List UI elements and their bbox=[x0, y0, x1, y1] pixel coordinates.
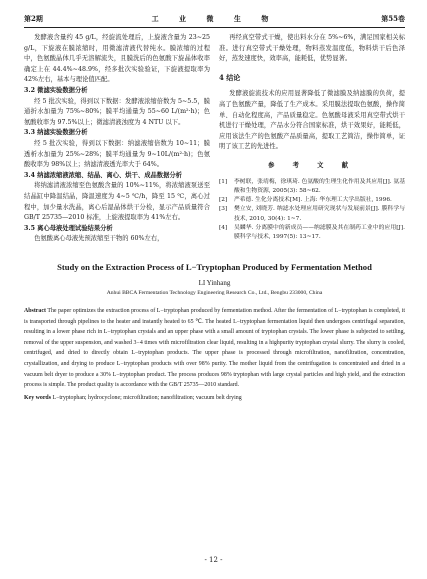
header-rule bbox=[24, 27, 405, 28]
conclusion-title: 4 结论 bbox=[219, 72, 241, 82]
section-3-2-title: 3.2 微滤实验数据分析 bbox=[24, 86, 88, 94]
right-column bbox=[219, 33, 405, 243]
intro-paragraph: 发酵液含量约 45 g/L，经旋流处理后，上旋液含量为 23~25 g/L，下旋液在膜浓缩时，用微滤清液代替纯水。膜浓缩的过程中，色氨酸晶体几乎无溶解流失，且膜洗后的色氨酸下旋晶体收率确定上在 44.4%~48.9%，经多批次实验验证，下旋液提取率为 42%左右，基本与理论值匹配。 bbox=[24, 34, 210, 84]
conclusion-text: 发酵液旋流技术的应用显著降低了微滤膜及纳滤膜的负荷，提高了色氨酸产量，降低了生产成本。采用膜法提取色氨酸，操作简单、自动化程度高，产品质量稳定。色氨酸母液采用真空带式烘干机进行干燥处理，产品水分符合国家标准，烘干效果好，能耗低，应用该法生产的色氨酸产品质量高，提取工艺简洁，操作简单，证明了该工艺的先进性。 bbox=[219, 90, 405, 151]
english-title: Study on the Extraction Process of L−Tryptophan Produced by Fermentation Method bbox=[57, 262, 372, 272]
keywords-label: Key words bbox=[24, 394, 51, 401]
section-3-4-text: 将纳滤清液浓缩至色氨酸含量的 10%~11%，将浓缩液泵送至结晶缸中降温结晶，降温速度为 4~5 ℃/h，降至 15 ℃，离心过程中，加少量水洗晶，离心后湿晶体烘干分检，显示产品质量符合 GB/T 25735—2010 标准，上旋液提取率为 41%左右。 bbox=[24, 182, 210, 222]
reference-number: [3] bbox=[219, 206, 228, 213]
running-header bbox=[24, 14, 405, 28]
section-3-3-text: 经 5 批次实验，得到以下数据：纳滤液缩倍数为 10~11；膜透析水加量为 25%~28%；膜平均通量为 9~10L/(m²·h)；色氨酸收率为 98%以上；纳滤清液透光率大于 64%。 bbox=[24, 139, 210, 169]
continued-paragraph: 再经真空带式干燥，使出料水分在 5%~6%，满足国家相关标准。进行真空带式干燥处理，物料蒸发温度低，物料烘干后色泽好，蒸发速度快，效率高，能耗低，优势显著。 bbox=[219, 34, 405, 63]
reference-number: [2] bbox=[219, 197, 228, 204]
reference-text: 樊立安, 刘晓芳. 纳滤水处理应用研究现状与发展前景[J]. 膜科学与技术, 2010, 30(4): 1~7. bbox=[234, 206, 405, 222]
section-3-2-text: 经 5 批次实验，得到以下数据：发酵液浓缩倍数为 5~5.5，膜通折水加量为 75%~80%；膜平均通量为 55~60 L/(m²·h)；色氨酸收率为 97.5%以上；微滤清液浊度为 4 NTU 以下。 bbox=[24, 97, 210, 126]
reference-number: [4] bbox=[219, 225, 228, 232]
reference-item bbox=[219, 224, 405, 243]
reference-text: 吴麟华. 分离膜中的新成员——纳滤膜及其在制药工业中的应用[J]. 膜科学与技术, 1997(5): 13~17. bbox=[234, 225, 405, 241]
english-abstract-block bbox=[24, 262, 405, 403]
page-number: - 12 - bbox=[204, 556, 223, 564]
section-3-4-title: 3.4 纳滤浓缩液浓缩、结晶、离心、烘干、成品数据分析 bbox=[24, 171, 182, 179]
references-title: 参 考 文 献 bbox=[268, 161, 356, 169]
reference-text: 严希德. 生化分离技术[M]. 上海: 华东理工大学出版社, 1996. bbox=[234, 197, 392, 204]
section-3-3-title: 3.3 纳滤实验数据分析 bbox=[24, 129, 88, 137]
section-3-5-text: 色氨酸离心母液先预浓缩至干物的 60%左右， bbox=[34, 235, 164, 243]
reference-item bbox=[219, 178, 405, 197]
keywords-text: L−tryptophan; hydrocyclone; microfiltration; nanofiltration; vacuum belt drying bbox=[52, 394, 242, 401]
abstract-text: The paper optimizes the extraction process of L−tryptophan produced by fermentation method. After the fermentation of L−tryptophan is completed, it is transported through pipelines to the heater and instantly heated to 65 ℃. The heated L−tryptophan fermentation liquid then undergoes centrifugal separation, resulting in a lower phase rich in L−tryptophan crystals and an upper phase with a small amount of tryptophan crystals. The lower phase is subjected to settling, removal of the upper suspension, and washed 3−4 times with microfiltration clear liquid, resulting in a highpurity tryptophan crystal slurry. The slurry is cooled, centrifuged, and dried to directly obtain L−tryptophan products. The upper phase is processed through microfiltration, nanofiltration, concentration, crystallization, and drying to produce L−tryptophan products with over 98% purity. The mother liquid from the centrifugation is concentrated and dried in a vacuum belt dryer to produce a 30% L−tryptophan product. The process produces 98% tryptophan with large crystal particles and high yield, and the extraction process is simple. The product quality is accordance with the GB/T 25735—2010 standard. bbox=[24, 308, 405, 389]
reference-number: [1] bbox=[219, 178, 228, 185]
issue-label: 第2期 bbox=[24, 14, 43, 23]
left-column bbox=[24, 33, 210, 245]
english-affiliation: Anhui BBCA Fermentation Technology Engineering Research Co., Ltd., Bengbu 233000, China bbox=[106, 290, 323, 296]
reference-text: 李树联，张靖梅，徐琪琦. 色氨酸的生理生化作用及其应用[J]. 氨基酸和生物资源, 2005(3): 58~62. bbox=[234, 178, 405, 194]
reference-item bbox=[219, 196, 405, 205]
section-3-5-title: 3.5 离心母液处理试验结果分析 bbox=[24, 224, 113, 232]
volume-label: 第55卷 bbox=[381, 14, 405, 23]
journal-name: 工 业 微 生 物 bbox=[151, 14, 278, 23]
english-abstract bbox=[24, 306, 405, 391]
abstract-label: Abstract bbox=[24, 308, 46, 314]
english-keywords bbox=[24, 393, 405, 404]
english-author: LI Yinhang bbox=[198, 279, 231, 287]
reference-item bbox=[219, 205, 405, 224]
